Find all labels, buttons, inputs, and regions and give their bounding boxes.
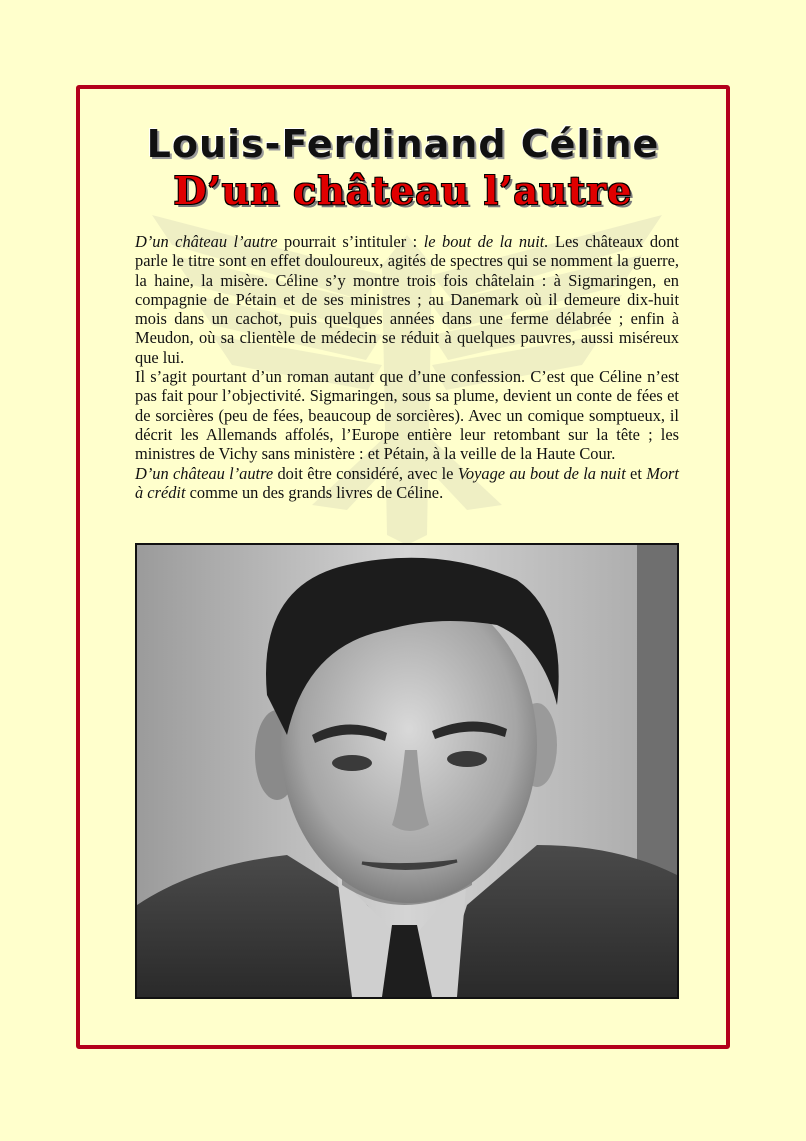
text-segment: doit être considéré, avec le [273,463,458,483]
book-title-ref: D’un château l’autre [135,232,278,251]
paragraph-intro [135,232,679,367]
book-title-ref: Voyage au bout de la nuit [457,463,626,483]
book-title: D’un château l’autre [173,168,633,213]
book-title-ref: Mort à crédit [135,463,679,502]
text-segment: comme un des grands livres de Céline. [185,482,444,502]
paragraph-confession: Il s’agit pourtant d’un roman autant que d’une confession. C’est que Céline n’est pas fait pour l’objectivité. Sigmaringen, sous sa plume, devient un conte de fées et de sorcières (peu de fées, beaucoup de sorcières). Avec un comique somptueux, il décrit les Allemands affolés, l’Europe entière leur retombant sur la tête ; les ministres de Vichy sans ministère : et Pétain, à la veille de la Haute Cour. [135,367,679,464]
description-text [135,232,679,502]
portrait-photo [135,543,679,999]
text-segment: et [625,463,647,483]
book-title-ref: D’un château l’autre [135,463,274,483]
text-segment: pourrait s’intituler : [277,232,424,251]
subtitle-ref: le bout de la nuit. [423,232,549,251]
paragraph-conclusion [135,464,679,503]
text-segment: Les châteaux dont parle le titre sont en effet douloureux, agités de spectres qui se nomment la guerre, la haine, la misère. Céline s’y montre trois fois châtelain : à Sigmaringen, en compagnie de Pétain et de ses ministres ; au Danemark où il demeure dix-huit mois dans un cachot, puis quelques années dans une ferme délabrée ; enfin à Meudon, où sa clientèle de médecin se réduit à quelques pauvres, aussi miséreux que lui. [135,232,679,367]
author-name: Louis-Ferdinand Céline [146,122,660,166]
